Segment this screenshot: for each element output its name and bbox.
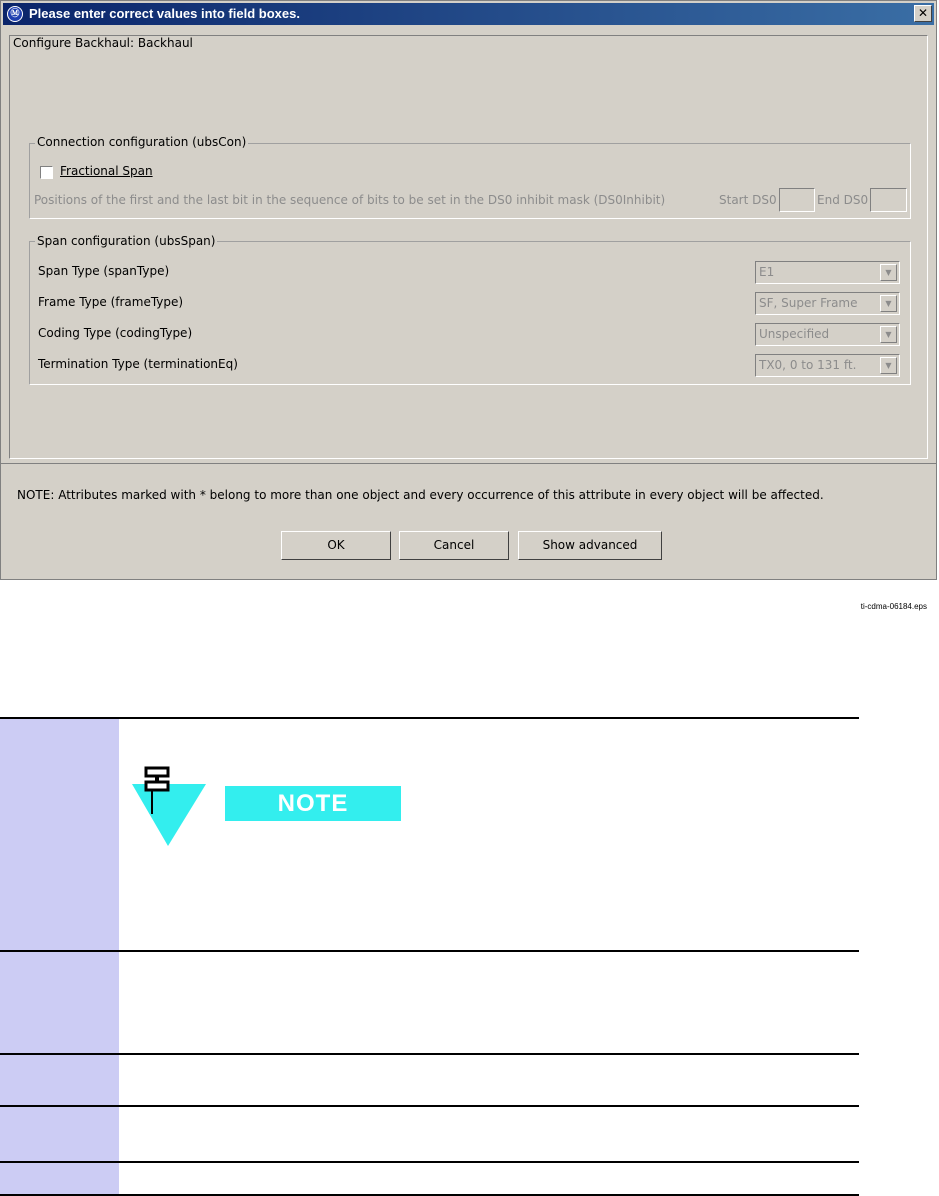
- chevron-down-icon[interactable]: ▼: [880, 357, 897, 374]
- chevron-down-icon[interactable]: ▼: [880, 326, 897, 343]
- table-rule: [0, 1053, 859, 1055]
- end-ds0-label: End DS0: [817, 193, 869, 207]
- configure-backhaul-legend: Configure Backhaul: Backhaul: [13, 36, 193, 50]
- frame-type-label: Frame Type (frameType): [38, 295, 184, 309]
- table-row-band: [0, 952, 119, 1053]
- start-ds0-input[interactable]: [779, 188, 815, 212]
- table-row-band: [0, 719, 119, 950]
- dialog-separator: [1, 463, 936, 464]
- span-type-select[interactable]: [755, 261, 900, 284]
- motorola-logo-icon: Ⓜ: [7, 6, 23, 22]
- chevron-down-icon[interactable]: ▼: [880, 295, 897, 312]
- pushpin-note-icon: [128, 766, 208, 848]
- coding-type-label: Coding Type (codingType): [38, 326, 193, 340]
- dialog-title: Please enter correct values into field boxes.: [29, 6, 300, 21]
- end-ds0-input[interactable]: [870, 188, 907, 212]
- attributes-note: NOTE: Attributes marked with * belong to more than one object and every occurrence of this attribute in every object will be affected.: [17, 488, 824, 502]
- chevron-down-icon[interactable]: ▼: [880, 264, 897, 281]
- connection-config-legend: Connection configuration (ubsCon): [37, 135, 247, 149]
- fractional-span-checkbox[interactable]: [40, 166, 53, 179]
- table-row-band: [0, 1055, 119, 1105]
- start-ds0-label: Start DS0: [719, 193, 777, 207]
- termination-type-value: TX0, 0 to 131 ft.: [759, 358, 857, 372]
- termination-type-label: Termination Type (terminationEq): [38, 357, 238, 371]
- frame-type-value: SF, Super Frame: [759, 296, 858, 310]
- fractional-span-label[interactable]: Fractional Span: [60, 164, 153, 178]
- termination-type-select[interactable]: [755, 354, 900, 377]
- dialog-window: [0, 0, 937, 580]
- close-button[interactable]: ✕: [914, 5, 932, 22]
- title-bar[interactable]: [3, 3, 934, 25]
- table-row-band: [0, 1163, 119, 1194]
- cancel-button[interactable]: Cancel: [399, 531, 509, 560]
- table-row-band: [0, 1107, 119, 1161]
- coding-type-select[interactable]: [755, 323, 900, 346]
- coding-type-value: Unspecified: [759, 327, 830, 341]
- ds0-inhibit-description: Positions of the first and the last bit in the sequence of bits to be set in the DS0 inhibit mask (DS0Inhibit): [34, 193, 666, 207]
- show-advanced-button[interactable]: Show advanced: [518, 531, 662, 560]
- frame-type-select[interactable]: [755, 292, 900, 315]
- table-rule: [0, 1105, 859, 1107]
- figure-caption: ti-cdma-06184.eps: [860, 602, 927, 611]
- table-rule: [0, 950, 859, 952]
- note-badge: NOTE: [225, 786, 401, 821]
- span-type-value: E1: [759, 265, 775, 279]
- span-type-label: Span Type (spanType): [38, 264, 170, 278]
- ok-button[interactable]: OK: [281, 531, 391, 560]
- span-config-legend: Span configuration (ubsSpan): [37, 234, 216, 248]
- table-rule: [0, 717, 859, 719]
- table-rule: [0, 1161, 859, 1163]
